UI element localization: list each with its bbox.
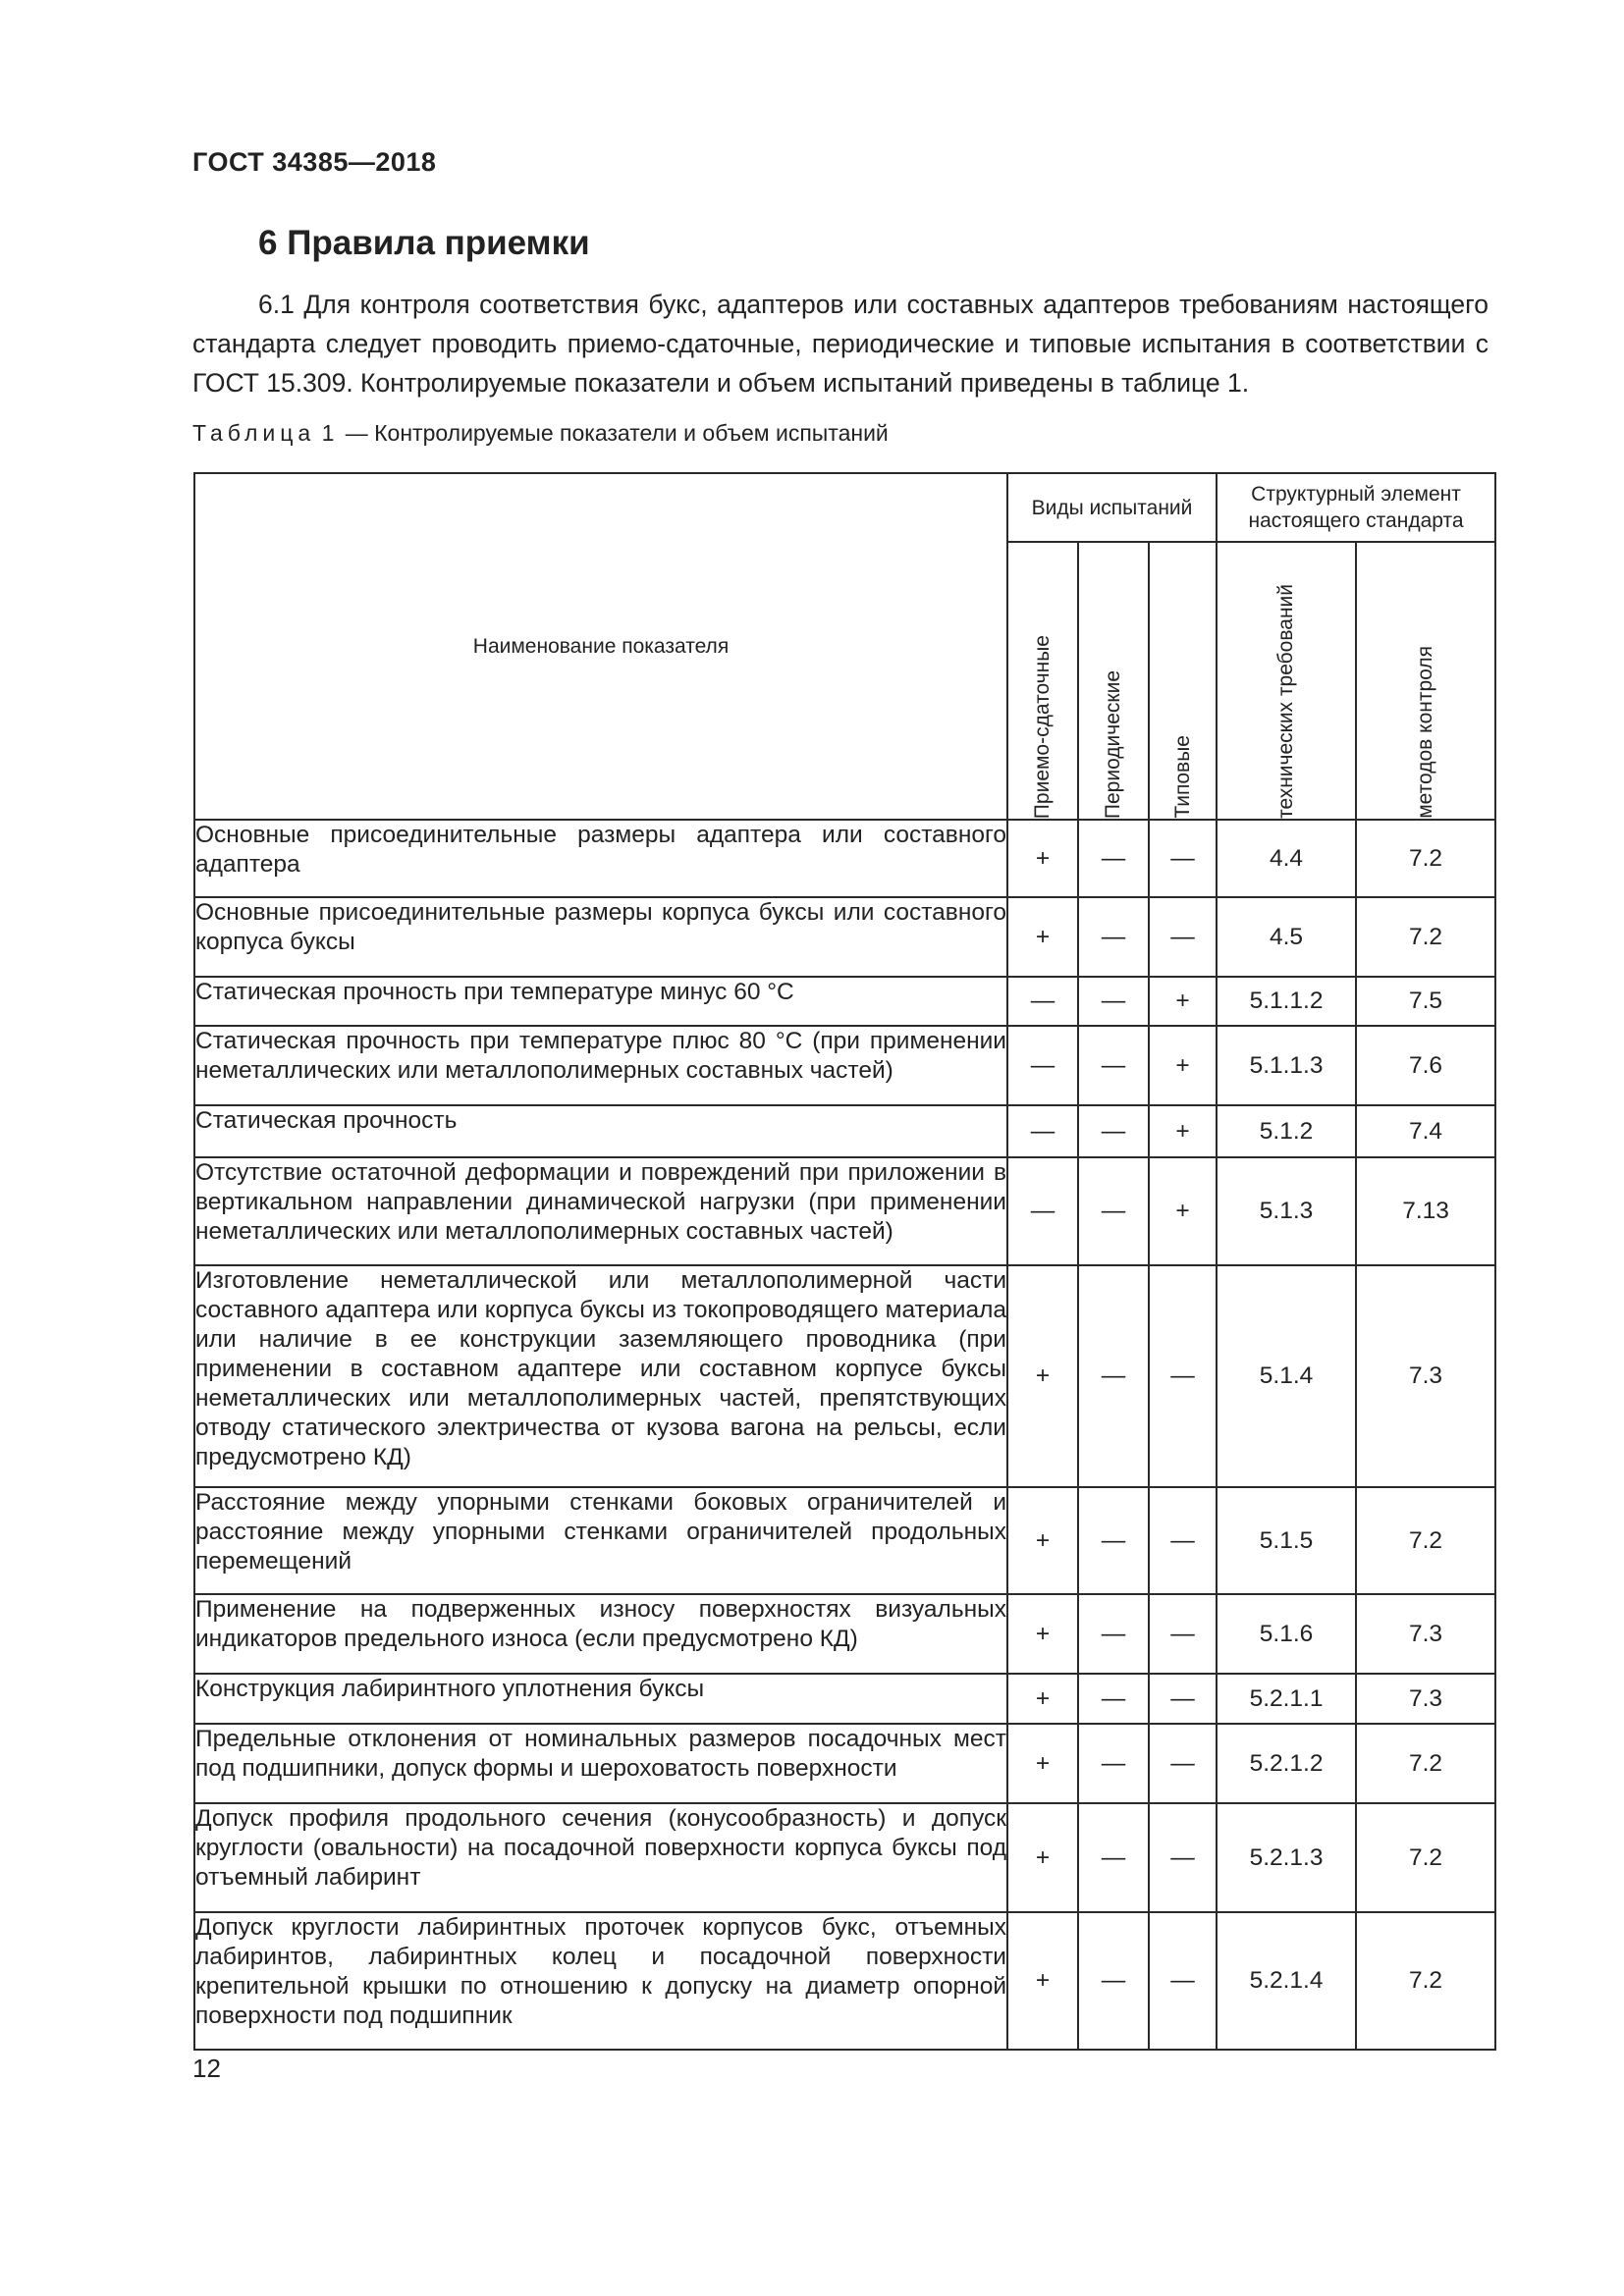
row-periodic: —	[1078, 1594, 1149, 1674]
table-caption-label: Таблица	[192, 420, 316, 446]
table-row	[194, 1912, 1495, 2050]
row-tech: 5.2.1.2	[1217, 1724, 1356, 1803]
table-row	[194, 1265, 1495, 1487]
row-method: 7.6	[1356, 1026, 1495, 1105]
row-name: Статическая прочность при температуре минус 60 °C	[194, 977, 1007, 1026]
table-row	[194, 1803, 1495, 1912]
row-acceptance: +	[1007, 897, 1078, 977]
row-acceptance: —	[1007, 1026, 1078, 1105]
row-tech: 5.1.3	[1217, 1157, 1356, 1265]
header-periodic: Периодические	[1078, 542, 1149, 820]
row-method: 7.5	[1356, 977, 1495, 1026]
row-acceptance: +	[1007, 820, 1078, 897]
table-row	[194, 1724, 1495, 1803]
header-indicator-name: Наименование показателя	[194, 473, 1007, 820]
row-periodic: —	[1078, 1105, 1149, 1157]
row-periodic: —	[1078, 1157, 1149, 1265]
row-name: Конструкция лабиринтного уплотнения буксы	[194, 1674, 1007, 1724]
row-acceptance: —	[1007, 977, 1078, 1026]
row-method: 7.3	[1356, 1674, 1495, 1724]
table-caption-number: 1	[321, 420, 340, 446]
table-row	[194, 1105, 1495, 1157]
row-tech: 5.1.4	[1217, 1265, 1356, 1487]
row-tech: 5.1.6	[1217, 1594, 1356, 1674]
row-periodic: —	[1078, 1912, 1149, 2050]
row-type: —	[1149, 1487, 1217, 1594]
row-name: Допуск круглости лабиринтных проточек корпусов букс, отъемных лабиринтов, лабиринтных колец и посадочной поверхности крепительной крышки по отношению к допуску на диаметр опорной поверхности под подшипник	[194, 1912, 1007, 2050]
row-type: +	[1149, 977, 1217, 1026]
row-periodic: —	[1078, 1026, 1149, 1105]
row-acceptance: +	[1007, 1724, 1078, 1803]
row-method: 7.13	[1356, 1157, 1495, 1265]
row-name: Изготовление неметаллической или металлополимерной части составного адаптера или корпуса буксы из токопроводящего материала или наличие в ее конструкции заземляющего проводника (при применении в составном адаптере или составном корпусе буксы неметаллических или металлополимерных частей, препятствующих отводу статического электричества от кузова вагона на рельсы, если предусмотрено КД)	[194, 1265, 1007, 1487]
row-tech: 4.4	[1217, 820, 1356, 897]
row-name: Статическая прочность	[194, 1105, 1007, 1157]
row-periodic: —	[1078, 1803, 1149, 1912]
table-caption	[192, 420, 889, 447]
row-periodic: —	[1078, 977, 1149, 1026]
row-name: Статическая прочность при температуре плюс 80 °C (при применении неметаллических или металлополимерных составных частей)	[194, 1026, 1007, 1105]
table-row	[194, 1026, 1495, 1105]
section-paragraph: 6.1 Для контроля соответствия букс, адаптеров или составных адаптеров требованиям настоящего стандарта следует проводить приемо-сдаточные, периодические и типовые испытания в соответствии с ГОСТ 15.309. Контролируемые показатели и объем испытаний приведены в таблице 1.	[192, 290, 1489, 398]
row-periodic: —	[1078, 897, 1149, 977]
header-type: Типовые	[1149, 542, 1217, 820]
section-title: 6 Правила приемки	[258, 224, 590, 262]
row-type: +	[1149, 1026, 1217, 1105]
row-tech: 5.2.1.3	[1217, 1803, 1356, 1912]
row-type: +	[1149, 1157, 1217, 1265]
table-row	[194, 1594, 1495, 1674]
row-name: Предельные отклонения от номинальных размеров посадочных мест под подшипники, допуск формы и шероховатость поверхности	[194, 1724, 1007, 1803]
document-code: ГОСТ 34385—2018	[192, 147, 437, 177]
row-tech: 5.1.2	[1217, 1105, 1356, 1157]
table-row	[194, 1157, 1495, 1265]
row-tech: 4.5	[1217, 897, 1356, 977]
row-name: Основные присоединительные размеры адаптера или составного адаптера	[194, 820, 1007, 897]
row-acceptance: +	[1007, 1912, 1078, 2050]
row-method: 7.2	[1356, 1487, 1495, 1594]
row-name: Расстояние между упорными стенками боковых ограничителей и расстояние между упорными стенками ограничителей продольных перемещений	[194, 1487, 1007, 1594]
row-type: —	[1149, 1912, 1217, 2050]
row-method: 7.2	[1356, 820, 1495, 897]
row-acceptance: +	[1007, 1803, 1078, 1912]
row-name: Применение на подверженных износу поверхностях визуальных индикаторов предельного износа (если предусмотрено КД)	[194, 1594, 1007, 1674]
row-type: —	[1149, 1674, 1217, 1724]
header-acceptance: Приемо-сдаточные	[1007, 542, 1078, 820]
header-structural-element: Структурный элемент настоящего стандарта	[1217, 473, 1495, 542]
row-type: —	[1149, 1803, 1217, 1912]
row-type: —	[1149, 897, 1217, 977]
row-acceptance: +	[1007, 1487, 1078, 1594]
row-acceptance: —	[1007, 1105, 1078, 1157]
row-periodic: —	[1078, 1487, 1149, 1594]
row-type: —	[1149, 1724, 1217, 1803]
row-method: 7.2	[1356, 1724, 1495, 1803]
row-name: Отсутствие остаточной деформации и повреждений при приложении в вертикальном направлении динамической нагрузки (при применении неметаллических или металлополимерных составных частей)	[194, 1157, 1007, 1265]
row-periodic: —	[1078, 1724, 1149, 1803]
row-tech: 5.2.1.4	[1217, 1912, 1356, 2050]
header-tech-requirements: технических требований	[1217, 542, 1356, 820]
table-row	[194, 820, 1495, 897]
row-periodic: —	[1078, 1265, 1149, 1487]
table-row	[194, 897, 1495, 977]
row-type: —	[1149, 1594, 1217, 1674]
row-type: +	[1149, 1105, 1217, 1157]
header-control-methods: методов контроля	[1356, 542, 1495, 820]
page-number: 12	[192, 2054, 221, 2083]
header-test-types: Виды испытаний	[1007, 473, 1217, 542]
indicators-table	[193, 472, 1496, 2051]
row-type: —	[1149, 820, 1217, 897]
table-row	[194, 977, 1495, 1026]
row-tech: 5.1.1.2	[1217, 977, 1356, 1026]
row-acceptance: —	[1007, 1157, 1078, 1265]
row-method: 7.2	[1356, 1803, 1495, 1912]
row-acceptance: +	[1007, 1594, 1078, 1674]
row-tech: 5.1.5	[1217, 1487, 1356, 1594]
table-row	[194, 1674, 1495, 1724]
row-method: 7.4	[1356, 1105, 1495, 1157]
row-tech: 5.1.1.3	[1217, 1026, 1356, 1105]
row-acceptance: +	[1007, 1265, 1078, 1487]
table-row	[194, 1487, 1495, 1594]
row-tech: 5.2.1.1	[1217, 1674, 1356, 1724]
row-periodic: —	[1078, 1674, 1149, 1724]
row-method: 7.3	[1356, 1265, 1495, 1487]
table-caption-text: — Контролируемые показатели и объем испытаний	[345, 420, 889, 446]
row-type: —	[1149, 1265, 1217, 1487]
row-acceptance: +	[1007, 1674, 1078, 1724]
row-name: Основные присоединительные размеры корпуса буксы или составного корпуса буксы	[194, 897, 1007, 977]
row-periodic: —	[1078, 820, 1149, 897]
row-method: 7.2	[1356, 1912, 1495, 2050]
row-method: 7.2	[1356, 897, 1495, 977]
row-method: 7.3	[1356, 1594, 1495, 1674]
row-name: Допуск профиля продольного сечения (конусообразность) и допуск круглости (овальности) на посадочной поверхности корпуса буксы под отъемный лабиринт	[194, 1803, 1007, 1912]
